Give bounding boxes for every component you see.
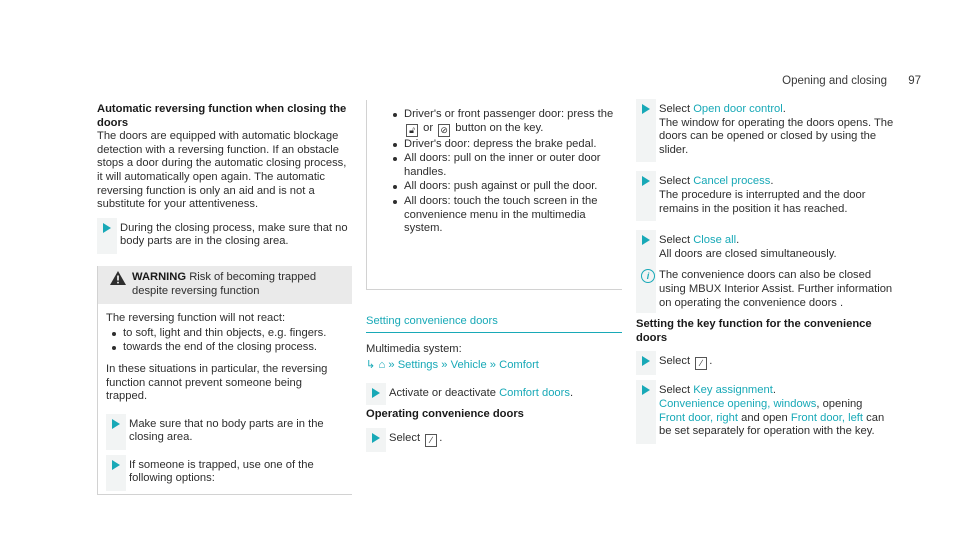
step-select-pen: Select ∕ . [636, 355, 894, 370]
bullet1-post: button on the key. [455, 121, 544, 134]
step-result: All doors are closed simultaneously. [659, 247, 837, 260]
warning-title: Risk of becoming trapped despite reversing function [132, 270, 317, 297]
heading-reversing: Automatic reversing function when closing the doors [97, 103, 347, 129]
activate-text: Activate or deactivate [389, 386, 496, 399]
arrow-right-icon [112, 419, 120, 429]
list-item [387, 108, 617, 137]
section-heading-setting: Setting convenience doors [366, 315, 622, 333]
path-comfort[interactable]: Comfort [499, 359, 539, 372]
step-result: The window for operating the doors opens. The doors can be opened or closed by using the slider. [659, 116, 894, 156]
opening-text: , opening [816, 397, 863, 410]
lock-icon: ⊘ [438, 124, 450, 137]
list-item: All doors: pull on the inner or outer door handles. [387, 152, 617, 179]
step-during-closing [97, 222, 352, 249]
list-item: Driver's door: depress the brake pedal. [387, 138, 617, 152]
chevron-icon: » [489, 359, 497, 372]
comfort-doors-option[interactable]: Comfort doors [499, 386, 570, 399]
front-door-right-option[interactable]: Front door, right [659, 411, 738, 424]
step-text: During the closing process, make sure that no body parts are in the closing area. [120, 221, 348, 248]
warning-body [98, 304, 352, 494]
bullet1-pre: Driver's or front passenger door: press the [404, 108, 614, 120]
page-number: 97 [908, 75, 921, 87]
continued-warning-box [366, 100, 622, 290]
close-all-option[interactable]: Close all [693, 234, 737, 247]
warning-box [97, 266, 352, 495]
arrow-right-icon [372, 388, 380, 398]
section-title: Opening and closing [782, 75, 887, 87]
home-icon[interactable]: ⌂ [378, 359, 386, 372]
step-text: Make sure that no body parts are in the closing area. [129, 417, 324, 444]
menu-path [366, 359, 622, 373]
warning-label: WARNING [132, 270, 187, 283]
arrow-right-icon [642, 176, 650, 186]
front-door-left-option[interactable]: Front door, left [790, 411, 864, 424]
intro-text: The doors are equipped with automatic blockage detection with a reversing function. If an obstacle stops a door during the automatic closing process, it will automatically open again. The automatic reversing function is only an aid and is not a substitute for your attentiveness. [97, 130, 347, 211]
select-text: Select [389, 431, 421, 444]
arrow-right-icon [372, 433, 380, 443]
unlock-icon: 🔓︎ [406, 124, 418, 137]
info-note [636, 269, 894, 310]
pen-icon[interactable]: ∕ [425, 434, 437, 447]
heading-operating: Operating convenience doors [366, 408, 524, 421]
step-open-door-control: Select Open door control. The window for operating the doors opens. The doors can be opened or closed by using the slider. [636, 103, 894, 157]
step-close-all: Select Close all. All doors are closed simultaneously. [636, 234, 894, 261]
path-arrow-icon: ↳ [366, 359, 376, 372]
select-text: Select [659, 355, 691, 368]
open-door-control-option[interactable]: Open door control [693, 103, 783, 115]
step-no-body-parts [106, 418, 344, 445]
select-text: Select [659, 103, 691, 115]
convenience-opening-option[interactable]: Convenience opening, windows [659, 397, 817, 410]
path-vehicle[interactable]: Vehicle [450, 359, 487, 372]
path-label: Multimedia system: [366, 342, 462, 355]
cancel-process-option[interactable]: Cancel process [693, 175, 771, 188]
arrow-right-icon [112, 460, 120, 470]
warning-header [98, 266, 352, 304]
list-item: All doors: touch the touch screen in the convenience menu in the multimedia system. [387, 195, 617, 236]
select-text: Select [659, 384, 691, 397]
warning-triangle-icon [110, 271, 126, 285]
step-result: The procedure is interrupted and the door remains in the position it has reached. [659, 188, 866, 215]
chevron-icon: » [441, 359, 448, 372]
list-item: towards the end of the closing process. [106, 341, 344, 355]
step-text: If someone is trapped, use one of the following options: [129, 458, 314, 485]
step-if-trapped [106, 459, 344, 486]
key-result: can be set separately for operation with the key. [659, 411, 885, 438]
key-assignment-option[interactable]: Key assignment [693, 384, 773, 397]
warning-line2: In these situations in particular, the reversing function cannot prevent someone being trapped. [106, 362, 328, 403]
pen-icon[interactable]: ∕ [695, 357, 707, 370]
list-item: to soft, light and thin objects, e.g. fingers. [106, 327, 344, 341]
arrow-right-icon [642, 385, 650, 395]
page-header [740, 75, 921, 91]
info-icon: i [641, 269, 655, 283]
step-activate: Activate or deactivate Comfort doors. [366, 387, 622, 401]
column-1 [97, 103, 352, 495]
step-select-pen: Select ∕ . [366, 432, 622, 447]
select-text: Select [659, 234, 691, 247]
heading-key-function: Setting the key function for the convenience doors [636, 318, 872, 344]
bullet1-mid: or [423, 121, 434, 134]
info-text: The convenience doors can also be closed using MBUX Interior Assist. Further information on operating the convenience doors . [659, 269, 893, 309]
and-open-text: and open [741, 411, 788, 424]
arrow-right-icon [103, 223, 111, 233]
step-key-assignment: Select Key assignment. Convenience opening, windows, opening Front door, right and open Front door, left can be set separately for operation with the key. [636, 384, 894, 438]
arrow-right-icon [642, 356, 650, 366]
arrow-right-icon [642, 104, 650, 114]
list-item: All doors: push against or pull the door. [387, 180, 617, 194]
warning-line1: The reversing function will not react: [106, 312, 286, 325]
select-text: Select [659, 175, 691, 188]
column-3 [636, 103, 894, 439]
step-cancel-process: Select Cancel process. The procedure is interrupted and the door remains in the position it has reached. [636, 175, 894, 216]
path-settings[interactable]: Settings [397, 359, 439, 372]
arrow-right-icon [642, 235, 650, 245]
chevron-icon: » [388, 359, 395, 372]
